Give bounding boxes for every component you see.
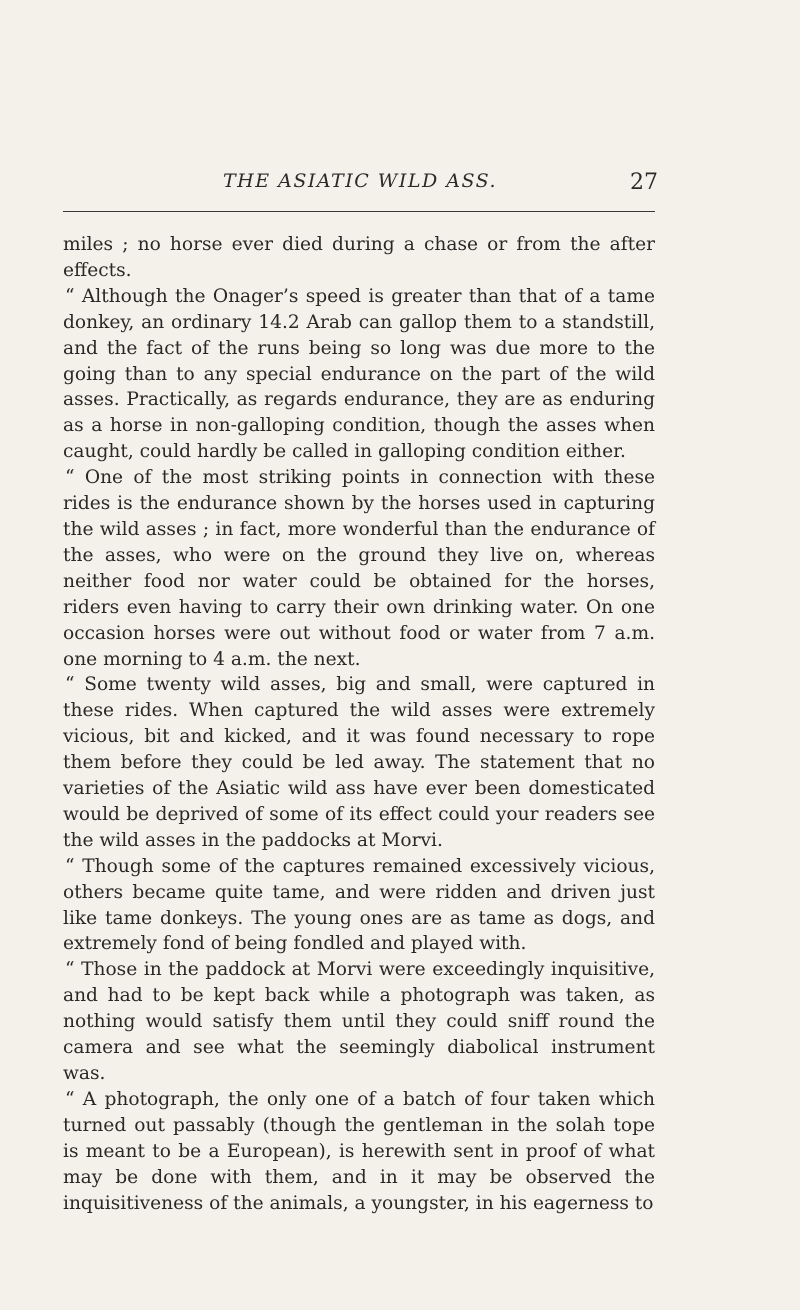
paragraph: “ Though some of the captures remained excessively vicious, others became quite tame, and were ridden and driven just like tame donkeys. The young ones are as tame as dogs, and extremely fond of being fondled and played with.: [63, 855, 655, 955]
paragraph: “ Those in the paddock at Morvi were exceedingly inquisitive, and had to be kept back while a photograph was taken, as nothing would satisfy them until they could sniff round the camera and see what the seemingly diabolical instrument was.: [63, 959, 655, 1084]
paragraph: “ One of the most striking points in connection with these rides is the endurance shown by the horses used in capturing the wild asses ; in fact, more wonderful than the endurance of the asses, who were on the ground they live on, whereas neither food nor water could be obtained for the horses, riders even having to carry their own drinking water. On one occasion horses were out without food or water from 7 a.m. one morning to 4 a.m. the next.: [63, 467, 655, 670]
running-title: THE ASIATIC WILD ASS.: [222, 170, 498, 192]
paragraph: “ Some twenty wild asses, big and small, were captured in these rides. When captured the wild asses were extremely vicious, bit and kicked, and it was found necessary to rope them before they could be led away. The statement that no varieties of the Asiatic wild ass have ever been domesticated would be deprived of some of its effect could your readers see the wild asses in the paddocks at Morvi.: [63, 674, 655, 851]
paragraph: “ A photograph, the only one of a batch of four taken which turned out passably (though the gentleman in the solah tope is meant to be a European), is herewith sent in proof of what may be done with them, and in it may be observed the inquisitiveness of the animals, a youngster, in his eagerness to: [63, 1088, 655, 1214]
header-rule: [63, 211, 655, 212]
paragraph: miles ; no horse ever died during a chase or from the after effects.: [63, 234, 655, 281]
paragraph: “ Although the Onager’s speed is greater than that of a tame donkey, an ordinary 14.2 Arab can gallop them to a standstill, and the fact of the runs being so long was due more to the going than to any special endurance on the part of the wild asses. Practically, as regards endurance, they are as enduring as a horse in non-galloping condition, though the asses when caught, could hardly be called in galloping condition either.: [63, 285, 655, 463]
page-number: 27: [630, 170, 658, 195]
running-head: [60, 170, 660, 200]
body-text: [63, 232, 655, 1216]
